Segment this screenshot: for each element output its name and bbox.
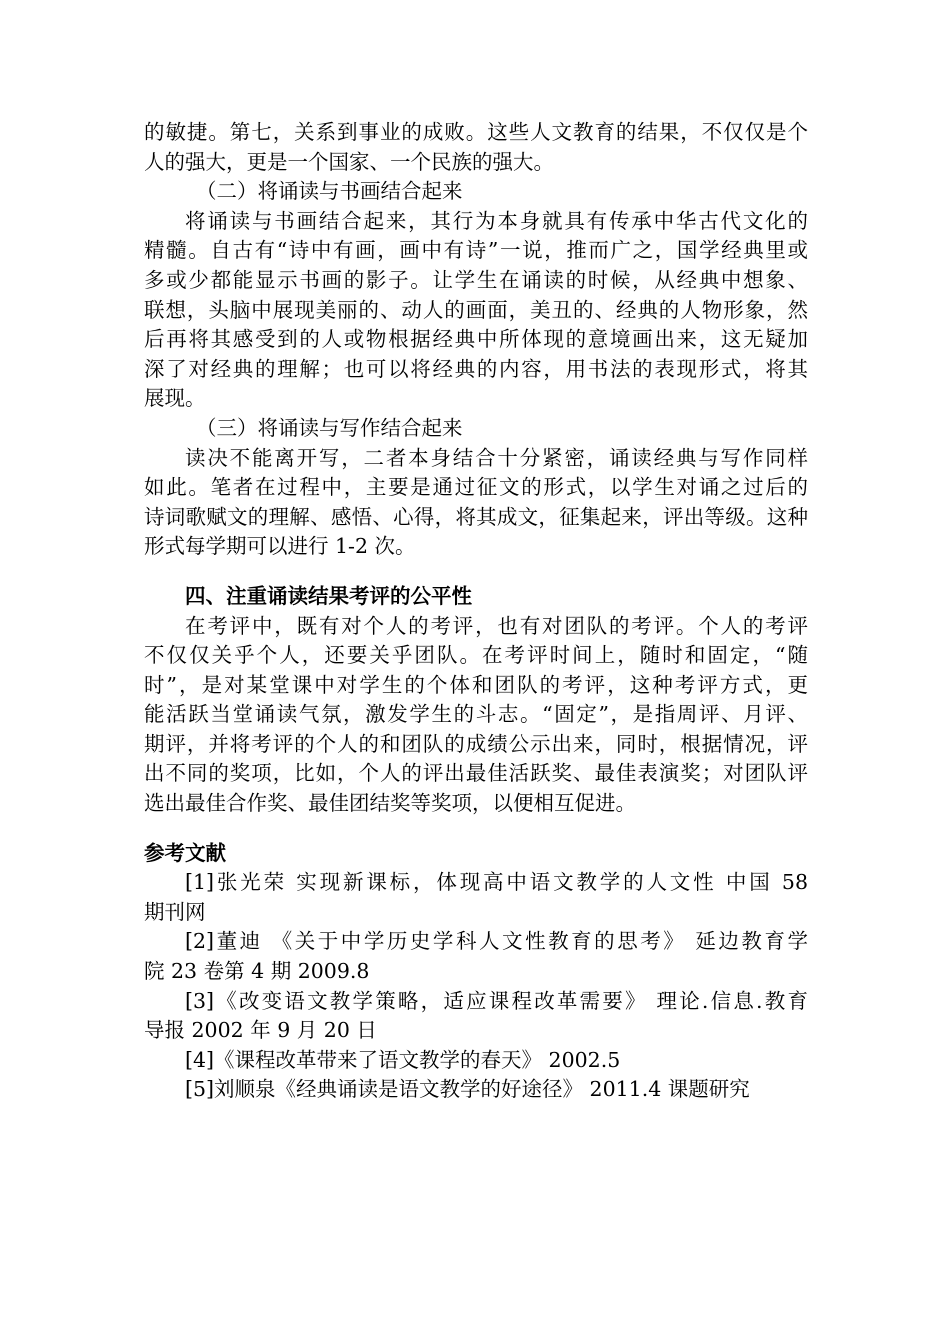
body-text-line: 的敏捷。第七，关系到事业的成败。这些人文教育的结果，不仅仅是个 [144, 120, 808, 144]
spacer [144, 819, 808, 839]
section-heading-4: 四、注重诵读结果考评的公平性 [185, 583, 472, 608]
reference-item-4: [4]《课程改革带来了语文教学的春天》 2002.5 [185, 1047, 621, 1072]
body-text-line: 如此。笔者在过程中，主要是通过征文的形式，以学生对诵之过后的 [144, 475, 808, 500]
spacer [144, 562, 808, 582]
reference-item-2: [2]董迪 《关于中学历史学科人文性教育的思考》 延边教育学 [185, 929, 808, 954]
body-text-line: 不仅仅关乎个人，还要关乎团队。在考评时间上，随时和固定，“随 [144, 643, 808, 668]
reference-item-1: [1]张光荣 实现新课标，体现高中语文教学的人文性 中国 58 [185, 870, 808, 895]
reference-item-5: [5]刘顺泉《经典诵读是语文教学的好途径》 2011.4 课题研究 [185, 1077, 750, 1102]
reference-item-3: [3]《改变语文教学策略，适应课程改革需要》 理论.信息.教育 [185, 988, 808, 1013]
body-text-line: 形式每学期可以进行 1-2 次。 [144, 534, 416, 559]
body-text-line: 选出最佳合作奖、最佳团结奖等奖项，以便相互促进。 [144, 791, 636, 816]
body-text-line: 诗词歌赋文的理解、感悟、心得，将其成文，征集起来，评出等级。这种 [144, 504, 808, 529]
document-page [144, 118, 808, 1105]
body-text-line: 将诵读与书画结合起来，其行为本身就具有传承中华古代文化的 [185, 208, 808, 233]
reference-item-1-cont: 期刊网 [144, 899, 206, 924]
body-text-line: 深了对经典的理解；也可以将经典的内容，用书法的表现形式，将其 [144, 356, 808, 381]
reference-item-3-cont: 导报 2002 年 9 月 20 日 [144, 1018, 377, 1043]
references-heading: 参考文献 [144, 840, 226, 865]
body-text-line: 联想，头脑中展现美丽的、动人的画面，美丑的、经典的人物形象，然 [144, 297, 808, 322]
body-text-line: 多或少都能显示书画的影子。让学生在诵读的时候，从经典中想象、 [144, 267, 808, 292]
body-text-line: 期评，并将考评的个人的和团队的成绩公示出来，同时，根据情况，评 [144, 731, 808, 756]
section-heading-2: （二）将诵读与书画结合起来 [196, 179, 463, 204]
body-text-line: 人的强大，更是一个国家、一个民族的强大。 [144, 149, 554, 174]
body-text-line: 能活跃当堂诵读气氛，激发学生的斗志。“固定”，是指周评、月评、 [144, 702, 808, 727]
section-heading-3: （三）将诵读与写作结合起来 [196, 415, 463, 440]
body-text-line: 读决不能离开写，二者本身结合十分紧密，诵读经典与写作同样 [185, 445, 808, 470]
reference-item-2-cont: 院 23 卷第 4 期 2009.8 [144, 959, 370, 984]
body-text-line: 后再将其感受到的人或物根据经典中所体现的意境画出来，这无疑加 [144, 327, 808, 352]
body-text-line: 出不同的奖项，比如，个人的评出最佳活跃奖、最佳表演奖；对团队评 [144, 761, 808, 786]
body-text-line: 精髓。自古有“诗中有画，画中有诗”一说，推而广之，国学经典里或 [144, 238, 808, 263]
body-text-line: 在考评中，既有对个人的考评，也有对团队的考评。个人的考评 [185, 613, 808, 638]
body-text-line: 展现。 [144, 386, 206, 411]
body-text-line: 时”，是对某堂课中对学生的个体和团队的考评，这种考评方式，更 [144, 672, 808, 697]
